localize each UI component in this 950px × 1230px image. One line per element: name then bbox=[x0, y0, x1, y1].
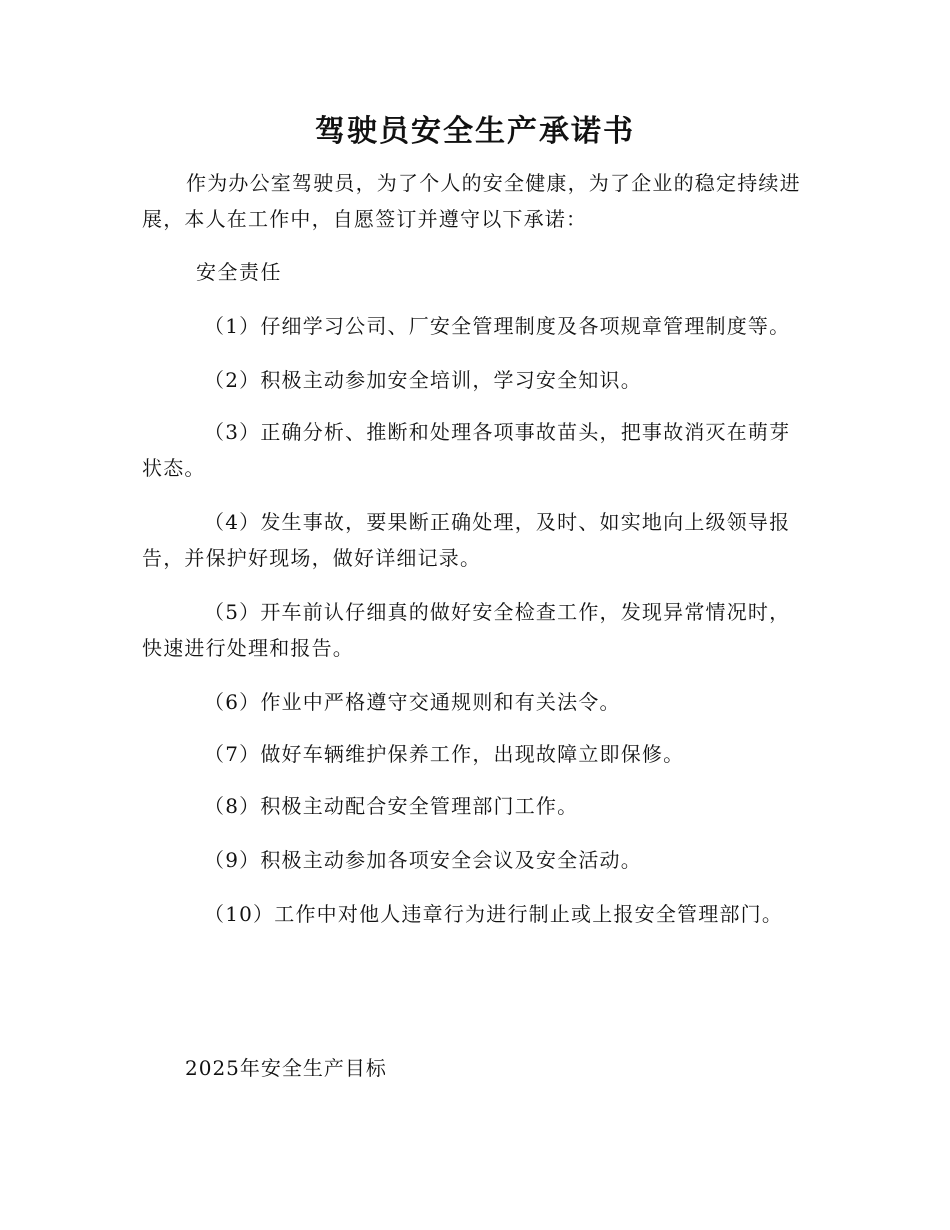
list-item: （5）开车前认仔细真的做好安全检查工作，发现异常情况时，快速进行处理和报告。 bbox=[142, 600, 791, 660]
list-item: （6）作业中严格遵守交通规则和有关法令。 bbox=[204, 690, 621, 714]
list-item: （3）正确分析、推断和处理各项事故苗头，把事故消灭在萌芽状态。 bbox=[142, 420, 791, 480]
document-title: 驾驶员安全生产承诺书 bbox=[315, 114, 635, 149]
intro-paragraph: 作为办公室驾驶员，为了个人的安全健康，为了企业的稳定持续进展，本人在工作中，自愿签订并遵守以下承诺： bbox=[142, 171, 801, 231]
list-item: （10）工作中对他人违章行为进行制止或上报安全管理部门。 bbox=[204, 902, 784, 926]
list-item: （7）做好车辆维护保养工作，出现故障立即保修。 bbox=[204, 742, 685, 766]
list-item: （9）积极主动参加各项安全会议及安全活动。 bbox=[204, 848, 642, 872]
footer-heading: 2025年安全生产目标 bbox=[185, 1056, 387, 1080]
list-item: （2）积极主动参加安全培训，学习安全知识。 bbox=[204, 368, 642, 392]
list-item: （4）发生事故，要果断正确处理，及时、如实地向上级领导报告，并保护好现场，做好详细记录。 bbox=[142, 510, 791, 570]
list-item: （8）积极主动配合安全管理部门工作。 bbox=[204, 794, 579, 818]
section-heading: 安全责任 bbox=[196, 260, 282, 284]
list-item: （1）仔细学习公司、厂安全管理制度及各项规章管理制度等。 bbox=[204, 314, 791, 338]
